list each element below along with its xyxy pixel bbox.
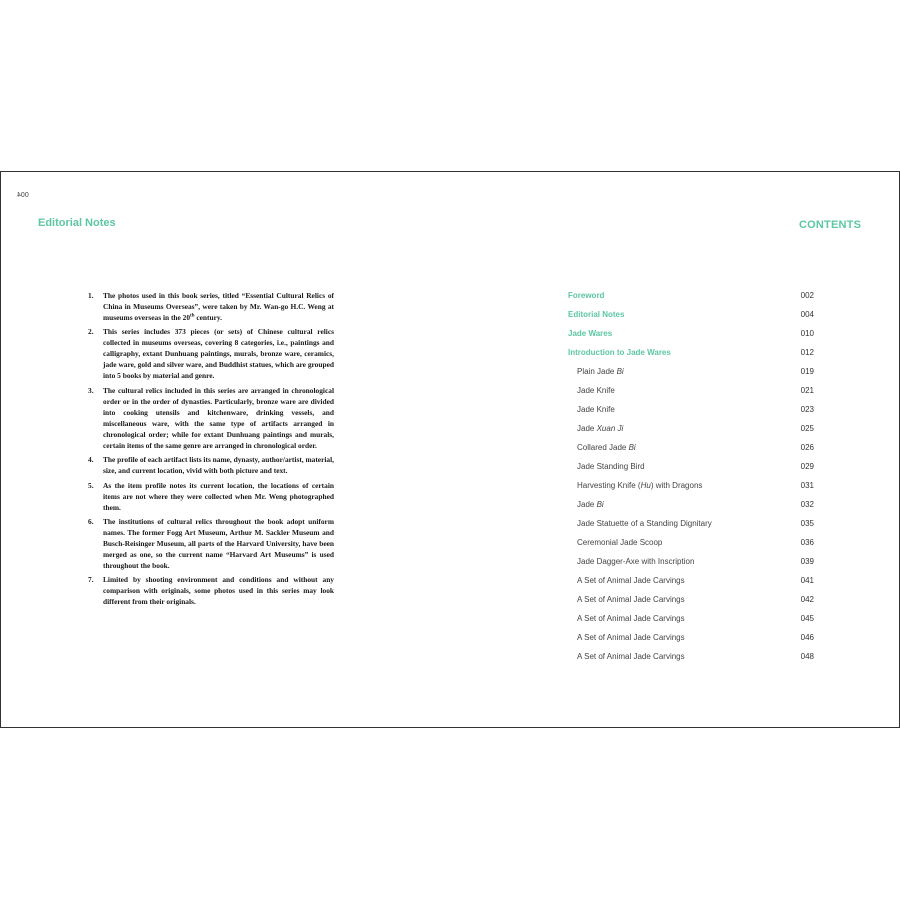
toc-entry-page: 048 — [800, 652, 814, 661]
toc-entry-title-part: A Set of Animal Jade Carvings — [577, 595, 685, 604]
toc-entry-title-part: Jade Wares — [568, 329, 613, 338]
note-number: 2. — [88, 327, 94, 337]
toc-entry-page: 036 — [800, 538, 814, 547]
toc-entry-title — [577, 611, 685, 627]
toc-entry-title — [577, 592, 685, 608]
toc-entry[interactable] — [568, 307, 814, 326]
toc-entry-title-part: Introduction to Jade Wares — [568, 348, 671, 357]
page-number: 004 — [17, 192, 29, 199]
note-text-part: The photos used in this book series, titled “Essential Cultural Relics of China in Museums Overseas”, were taken by Mr. Wan-go H.C. Weng at museums overseas in the 20 — [103, 291, 334, 322]
toc-entry-title — [577, 630, 685, 646]
toc-entry[interactable] — [568, 516, 814, 535]
toc-entry-title-part: Collared Jade — [577, 443, 629, 452]
toc-entry[interactable] — [568, 573, 814, 592]
toc-entry-title-part: Hu — [640, 481, 651, 490]
toc-entry-title — [577, 421, 623, 437]
toc-entry-page: 019 — [800, 367, 814, 376]
note-text-part: century. — [194, 313, 223, 322]
note-superscript: th — [190, 313, 195, 319]
toc-entry-title — [577, 383, 615, 399]
toc-entry-page: 042 — [800, 595, 814, 604]
table-of-contents — [568, 288, 814, 668]
toc-entry-title-part: Plain Jade — [577, 367, 617, 376]
toc-entry-title-part: A Set of Animal Jade Carvings — [577, 614, 685, 623]
toc-entry-title — [577, 497, 604, 513]
toc-entry-title — [568, 288, 604, 304]
toc-entry-title-part: Foreword — [568, 291, 605, 300]
note-text: The institutions of cultural relics throughout the book adopt uniform names. The former Fogg Art Museum, Arthur M. Sackler Museum and Busch-Reisinger Museum, all parts of the Harvard University, have been merged as one, so the current name “Harvard Art Museums” is used throughout the book. — [103, 516, 334, 570]
note-item — [88, 385, 334, 451]
editorial-notes-list — [88, 290, 334, 611]
toc-entry-title-part: Harvesting Knife ( — [577, 481, 641, 490]
note-number: 6. — [88, 516, 94, 526]
note-item — [88, 326, 334, 381]
toc-entry[interactable] — [568, 649, 814, 668]
toc-entry-title-part: Xuan Ji — [596, 424, 624, 433]
note-item — [88, 454, 334, 476]
note-item — [88, 516, 334, 571]
toc-entry-page: 029 — [800, 462, 814, 471]
toc-entry[interactable] — [568, 383, 814, 402]
note-item — [88, 480, 334, 513]
toc-entry[interactable] — [568, 611, 814, 630]
toc-entry[interactable] — [568, 535, 814, 554]
note-number: 1. — [88, 291, 94, 300]
note-text: The cultural relics included in this series are arranged in chronological order or in the order of dynasties. Particularly, bronze ware are divided into cooking utensils and kitchenware, drinking vessels, and miscellaneous ware, with the same type of artifacts arranged in chronological order; while for extant Dunhuang paintings and murals, certain items of the same genre are arranged in chronological order. — [103, 385, 334, 450]
toc-entry[interactable] — [568, 345, 814, 364]
toc-entry-title — [568, 307, 624, 323]
toc-entry-title-part: Jade Statuette of a Standing Dignitary — [577, 519, 712, 528]
toc-entry-title-part: Jade Knife — [577, 386, 615, 395]
note-item — [88, 290, 334, 323]
toc-entry-page: 031 — [800, 481, 814, 490]
toc-entry-title — [577, 516, 712, 532]
toc-entry[interactable] — [568, 459, 814, 478]
toc-entry-page: 012 — [800, 348, 814, 357]
toc-entry-title-part: Jade — [577, 500, 597, 509]
toc-entry-title-part: Jade Dagger-Axe with Inscription — [577, 557, 695, 566]
toc-entry[interactable] — [568, 630, 814, 649]
toc-entry-title — [577, 402, 615, 418]
toc-entry-title — [577, 364, 624, 380]
toc-entry[interactable] — [568, 364, 814, 383]
toc-entry-title-part: Jade Standing Bird — [577, 462, 645, 471]
toc-entry-title — [577, 535, 662, 551]
toc-entry-title-part: Jade — [577, 424, 597, 433]
toc-entry-title-part: A Set of Animal Jade Carvings — [577, 652, 685, 661]
toc-entry-page: 035 — [800, 519, 814, 528]
contents-title: CONTENTS — [799, 219, 862, 231]
note-number: 4. — [88, 455, 94, 465]
toc-entry-page: 025 — [800, 424, 814, 433]
toc-entry[interactable] — [568, 288, 814, 307]
toc-entry-page: 041 — [800, 576, 814, 585]
toc-entry-title-part: Bi — [596, 500, 604, 509]
toc-entry[interactable] — [568, 497, 814, 516]
toc-entry[interactable] — [568, 402, 814, 421]
toc-entry-title-part: ) with Dragons — [650, 481, 703, 490]
toc-entry-page: 023 — [800, 405, 814, 414]
toc-entry-page: 010 — [800, 329, 814, 338]
toc-entry-title-part: A Set of Animal Jade Carvings — [577, 633, 685, 642]
toc-entry-page: 004 — [800, 310, 814, 319]
note-item — [88, 574, 334, 607]
note-number: 3. — [88, 385, 94, 395]
toc-entry-title — [577, 459, 645, 475]
note-text: As the item profile notes its current location, the locations of certain items are not where they were collected when Mr. Weng photographed them. — [103, 480, 334, 512]
note-text — [103, 291, 334, 322]
toc-entry[interactable] — [568, 421, 814, 440]
toc-entry-title — [568, 326, 612, 342]
toc-entry-title-part: Jade Knife — [577, 405, 615, 414]
toc-entry-title-part: A Set of Animal Jade Carvings — [577, 576, 685, 585]
toc-entry[interactable] — [568, 554, 814, 573]
toc-entry-page: 039 — [800, 557, 814, 566]
toc-entry-title-part: Bi — [616, 367, 624, 376]
toc-entry[interactable] — [568, 478, 814, 497]
toc-entry-title — [577, 478, 702, 494]
toc-entry-title — [568, 345, 671, 361]
toc-entry-title-part: Ceremonial Jade Scoop — [577, 538, 663, 547]
toc-entry-page: 032 — [800, 500, 814, 509]
toc-entry-page: 046 — [800, 633, 814, 642]
toc-entry-page: 026 — [800, 443, 814, 452]
toc-entry-page: 045 — [800, 614, 814, 623]
note-text: This series includes 373 pieces (or sets) of Chinese cultural relics collected in museums overseas, covering 8 categories, i.e., paintings and calligraphy, extant Dunhuang paintings, murals, bronze ware, ceramics, jade ware, gold and silver ware, and Buddhist statues, which are grouped into 5 books by material and genre. — [103, 327, 334, 381]
toc-entry-title — [577, 554, 694, 570]
toc-entry-title — [577, 649, 685, 665]
note-text: The profile of each artifact lists its name, dynasty, author/artist, material, size, and current location, vivid with both picture and text. — [103, 455, 334, 476]
toc-entry[interactable] — [568, 592, 814, 611]
note-number: 7. — [88, 575, 94, 585]
toc-entry[interactable] — [568, 440, 814, 459]
toc-entry[interactable] — [568, 326, 814, 345]
toc-entry-title — [577, 440, 636, 456]
toc-entry-title — [577, 573, 685, 589]
toc-entry-title-part: Bi — [628, 443, 636, 452]
editorial-notes-title: Editorial Notes — [38, 217, 116, 229]
toc-entry-title-part: Editorial Notes — [568, 310, 625, 319]
toc-entry-page: 002 — [800, 291, 814, 300]
note-text: Limited by shooting environment and conditions and without any comparison with originals, some photos used in this series may look different from their originals. — [103, 575, 334, 607]
toc-entry-page: 021 — [800, 386, 814, 395]
note-number: 5. — [88, 480, 94, 490]
